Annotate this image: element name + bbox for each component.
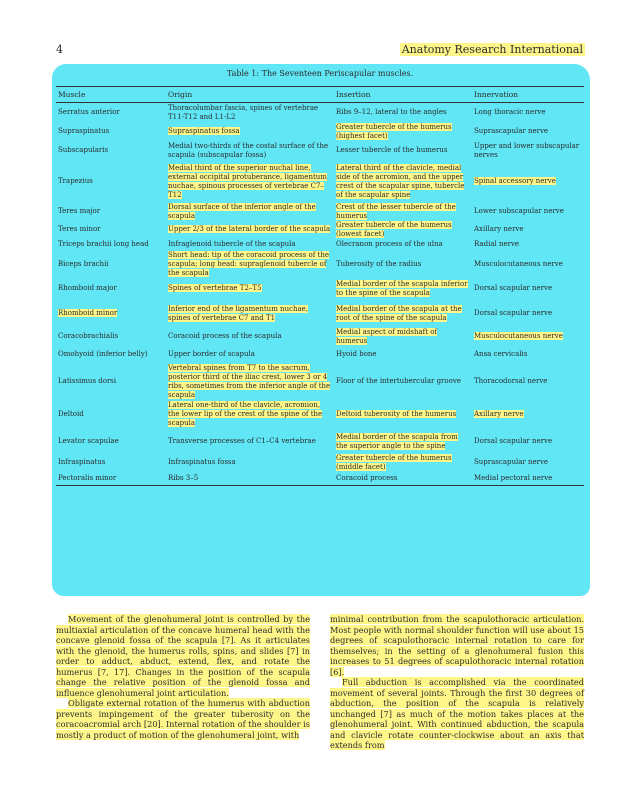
table-row <box>56 141 584 161</box>
cell-text: Pectoralis minor <box>58 473 117 482</box>
table-cell <box>166 278 334 300</box>
column-header: Innervation <box>472 87 584 103</box>
cell-text: Coracoid process <box>336 473 398 482</box>
table-cell <box>56 346 166 364</box>
cell-text: Subscapularis <box>58 146 109 154</box>
table-row <box>56 472 584 486</box>
cell-text: Coracoid process of the scapula <box>168 332 282 340</box>
cell-text: Inferior end of the ligamentum nuchae, spines of vertebrae C7 and T1 <box>168 304 309 322</box>
table-cell <box>472 141 584 161</box>
cell-text: Spinal accessory nerve <box>474 177 556 185</box>
table-cell <box>56 430 166 454</box>
table-cell <box>334 400 472 430</box>
cell-text: Trapezius <box>58 177 93 185</box>
table-cell <box>334 203 472 221</box>
cell-text: Upper 2/3 of the lateral border of the scapula <box>168 225 331 233</box>
table-cell <box>472 251 584 278</box>
table-row <box>56 103 584 123</box>
cell-text: Greater tubercle of the humerus (highest facet) <box>336 122 452 140</box>
table-cell <box>56 364 166 400</box>
table-row <box>56 364 584 400</box>
table-cell <box>166 251 334 278</box>
cell-text: Dorsal scapular nerve <box>474 284 553 292</box>
table-cell <box>472 346 584 364</box>
table-row <box>56 123 584 141</box>
table-row <box>56 328 584 346</box>
cell-text: Hyoid bone <box>336 350 377 358</box>
table-cell <box>472 472 584 486</box>
cell-text: Medial aspect of midshaft of humerus <box>336 327 438 345</box>
table-cell <box>56 203 166 221</box>
table-cell <box>166 430 334 454</box>
cell-text: Infraspinatus <box>58 458 106 466</box>
table-cell <box>334 221 472 239</box>
cell-text: Suprascapular nerve <box>474 458 549 466</box>
table-cell <box>334 328 472 346</box>
cell-text: Biceps brachii <box>58 259 109 268</box>
table-header-row <box>56 87 584 103</box>
table-cell <box>56 161 166 203</box>
cell-text: Omohyoid (inferior belly) <box>58 350 148 358</box>
table-cell <box>472 400 584 430</box>
cell-text: Coracobrachialis <box>58 332 119 340</box>
table-cell <box>166 300 334 328</box>
cell-text: Axillary nerve <box>474 225 524 233</box>
table-cell <box>56 472 166 486</box>
table-cell <box>472 161 584 203</box>
cell-text: Short head: tip of the coracoid process of the scapula; long head: supraglenoid tubercle of the scapula <box>168 250 330 277</box>
column-header: Insertion <box>334 87 472 103</box>
cell-text: Transverse processes of C1–C4 vertebrae <box>168 437 316 445</box>
table-cell <box>56 239 166 251</box>
table-cell <box>334 278 472 300</box>
table-cell <box>334 430 472 454</box>
table-cell <box>334 454 472 472</box>
cell-text: Tuberosity of the radius <box>336 259 422 268</box>
table-cell <box>166 454 334 472</box>
cell-text: Axillary nerve <box>474 410 524 418</box>
cell-text: Triceps brachii long head <box>58 240 149 248</box>
table-cell <box>166 103 334 123</box>
table-cell <box>166 239 334 251</box>
page-number: 4 <box>56 43 63 56</box>
body-column-left <box>56 614 310 740</box>
cell-text: Medial pectoral nerve <box>474 473 553 482</box>
table-cell <box>334 103 472 123</box>
column-header: Origin <box>166 87 334 103</box>
table-row <box>56 400 584 430</box>
table-cell <box>472 103 584 123</box>
cell-text: Dorsal surface of the inferior angle of the scapula <box>168 202 316 220</box>
cell-text: Olecranon process of the ulna <box>336 240 443 248</box>
table-caption: Table 1: The Seventeen Periscapular muscles. <box>226 69 414 78</box>
cell-text: Dorsal scapular nerve <box>474 437 553 445</box>
cell-text: Spines of vertebrae T2–T5 <box>168 284 262 292</box>
cell-text: Musculocutaneous nerve <box>474 259 563 268</box>
cell-text: Upper border of scapula <box>168 350 255 358</box>
table-cell <box>472 203 584 221</box>
table-cell <box>56 103 166 123</box>
table-cell <box>56 141 166 161</box>
table-row <box>56 203 584 221</box>
cell-text: Serratus anterior <box>58 108 120 117</box>
cell-text: Ribs 3–5 <box>168 473 199 482</box>
table-cell <box>56 328 166 346</box>
table-cell <box>334 239 472 251</box>
cell-text: Vertebral spines from T7 to the sacrum, posterior third of the iliac crest, lower 3 or 4 ribs, sometimes from the inferior angle of the scapula <box>168 363 331 399</box>
cell-text: Deltoid tuberosity of the humerus <box>336 410 457 418</box>
table-row <box>56 239 584 251</box>
table-cell <box>166 472 334 486</box>
cell-text: Long thoracic nerve <box>474 108 546 117</box>
table-cell <box>56 400 166 430</box>
cell-text: Lesser tubercle of the humerus <box>336 146 448 154</box>
column-header: Muscle <box>56 87 166 103</box>
cell-text: Crest of the lesser tubercle of the humerus <box>336 202 456 220</box>
table-cell <box>472 454 584 472</box>
cell-text: Rhomboid major <box>58 284 117 292</box>
table-cell <box>472 221 584 239</box>
table-cell <box>166 328 334 346</box>
table-cell <box>334 346 472 364</box>
table-cell <box>472 300 584 328</box>
cell-text: Greater tubercle of the humerus (lowest facet) <box>336 220 452 238</box>
table-cell <box>166 364 334 400</box>
table-cell <box>56 221 166 239</box>
table-cell <box>472 123 584 141</box>
muscle-table <box>56 86 584 486</box>
table-cell <box>166 203 334 221</box>
table-cell <box>56 278 166 300</box>
cell-text: Lower subscapular nerve <box>474 207 564 215</box>
table-cell <box>472 364 584 400</box>
table-cell <box>56 300 166 328</box>
table-cell <box>472 239 584 251</box>
table-cell <box>56 454 166 472</box>
cell-text: Floor of the intertubercular groove <box>336 377 461 385</box>
paragraph: Movement of the glenohumeral joint is controlled by the multiaxial articulation of the concave humeral head with the concave glenoid fossa of the scapula [7]. As it articulates with the glenoid, the humerus rolls, spins, and slides [7] in order to adduct, abduct, extend, flex, and rotate the humerus [7, 17]. Changes in the position of the scapula change the relative position of the glenoid fossa and influence glenohumeral joint articulation. <box>56 614 310 698</box>
cell-text: Teres minor <box>58 225 101 233</box>
cell-text: Supraspinatus fossa <box>168 127 240 135</box>
cell-text: Medial third of the superior nuchal line, external occipital protuberance, ligamentum nuchae, spinous processes of vertebrae C7–T12 <box>168 163 327 199</box>
paragraph: Full abduction is accomplished via the coordinated movement of several joints. Through the first 30 degrees of abduction, the position of the scapula is relatively unchanged [7] as much of the motion takes places at the glenohumeral joint. With continued abduction, the scapula and clavicle rotate counter-clockwise about an axis that extends from <box>330 677 584 750</box>
cell-text: Upper and lower subscapular nerves <box>474 141 580 159</box>
journal-title: Anatomy Research International <box>401 43 583 56</box>
table-row <box>56 454 584 472</box>
muscle-table-container <box>56 68 584 486</box>
table-row <box>56 346 584 364</box>
paragraph: minimal contribution from the scapulothoracic articulation. Most people with normal shoulder function will use about 15 degrees of scapulothoracic internal rotation to care for themselves; in the setting of a glenohumeral fusion this increases to 51 degrees of scapulothoracic internal rotation [6]. <box>330 614 584 677</box>
cell-text: Musculocutaneous nerve <box>474 332 563 340</box>
table-cell <box>334 364 472 400</box>
table-cell <box>472 430 584 454</box>
cell-text: Dorsal scapular nerve <box>474 309 553 317</box>
table-cell <box>334 123 472 141</box>
table-cell <box>166 141 334 161</box>
cell-text: Greater tubercle of the humerus (middle facet) <box>336 453 452 471</box>
table-cell <box>166 346 334 364</box>
table-cell <box>472 328 584 346</box>
table-cell <box>166 400 334 430</box>
cell-text: Radial nerve <box>474 240 520 248</box>
table-row <box>56 221 584 239</box>
table-cell <box>166 221 334 239</box>
cell-text: Lateral one-third of the clavicle, acromion, the lower lip of the crest of the spine of the scapula <box>168 401 323 427</box>
table-cell <box>334 300 472 328</box>
cell-text: Medial two-thirds of the costal surface of the scapula (subscapular fossa) <box>168 141 329 159</box>
cell-text: Ansa cervicalis <box>474 350 528 358</box>
cell-text: Rhomboid minor <box>58 309 118 317</box>
table-row <box>56 251 584 278</box>
table-cell <box>56 123 166 141</box>
cell-text: Levator scapulae <box>58 437 119 445</box>
table-cell <box>56 251 166 278</box>
table-cell <box>334 472 472 486</box>
cell-text: Medial border of the scapula inferior to the spine of the scapula <box>336 279 468 297</box>
table-cell <box>334 141 472 161</box>
table-cell <box>472 278 584 300</box>
table-row <box>56 430 584 454</box>
cell-text: Latissimus dorsi <box>58 377 117 385</box>
cell-text: Supraspinatus <box>58 127 110 135</box>
cell-text: Infraglenoid tubercle of the scapula <box>168 240 296 248</box>
table-row <box>56 161 584 203</box>
cell-text: Infraspinatus fossa <box>168 458 236 466</box>
cell-text: Medial border of the scapula at the root of the spine of the scapula <box>336 304 462 322</box>
table-row <box>56 278 584 300</box>
cell-text: Ribs 9–12, lateral to the angles <box>336 108 447 117</box>
cell-text: Thoracodorsal nerve <box>474 377 548 385</box>
table-cell <box>334 251 472 278</box>
cell-text: Thoracolumbar fascia, spines of vertebrae T11-T12 and L1-L2 <box>168 103 319 121</box>
cell-text: Suprascapular nerve <box>474 127 549 135</box>
table-cell <box>166 123 334 141</box>
cell-text: Lateral third of the clavicle, medial side of the acromion, and the upper crest of the scapular spine, tubercle of the scapular spine <box>336 163 465 199</box>
table-row <box>56 300 584 328</box>
body-column-right <box>330 614 584 751</box>
cell-text: Medial border of the scapula from the superior angle to the spine <box>336 432 458 450</box>
table-cell <box>334 161 472 203</box>
cell-text: Teres major <box>58 207 101 215</box>
paragraph: Obligate external rotation of the humerus with abduction prevents impingement of the greater tuberosity on the coracoacromial arch [20]. Internal rotation of the shoulder is mostly a product of motion of the glenohumeral joint, with <box>56 698 310 740</box>
table-cell <box>166 161 334 203</box>
cell-text: Deltoid <box>58 410 84 418</box>
